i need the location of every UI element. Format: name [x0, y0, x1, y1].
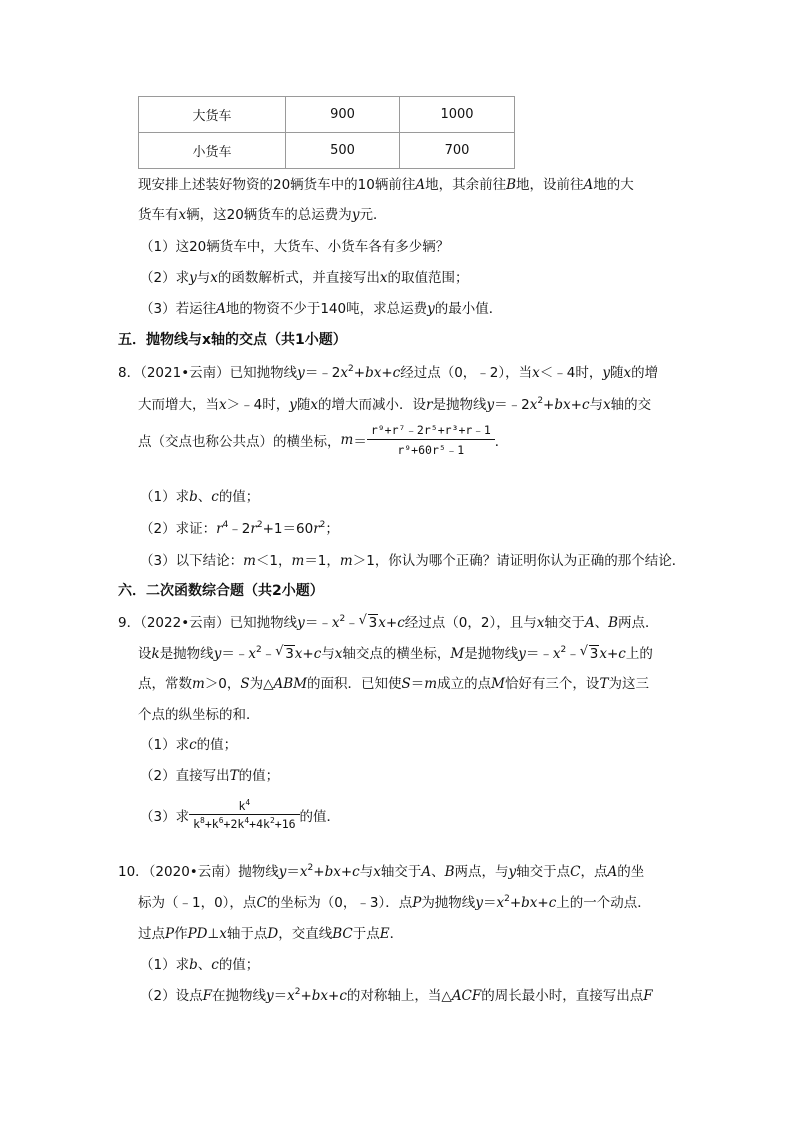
table-cell: 大货车	[139, 97, 286, 133]
q10-sub-2: （2）设点F在抛物线$y=x^2+bx+c$的对称轴上，当△ACF的周长最小时，直接写出点F	[140, 987, 653, 1004]
q9-sub-2: （2）直接写出T的值；	[140, 768, 280, 784]
q9-line-3: 点，常数m＞0，S为△ABM的面积．已知使S＝m成立的点M恰好有三个，设T为这三	[138, 676, 649, 692]
q7-sub-2: （2）求y与x的函数解析式，并直接写出x的取值范围；	[140, 270, 469, 286]
q8-line-1: 8．（2021•云南）已知抛物线$y=﹣2x^2+bx+c$经过点（0，﹣2），当x＜﹣4时，y随x的增	[118, 364, 659, 381]
q8-line-2: 大而增大，当x＞﹣4时，y随x的增大而减小．设r是抛物线$y=﹣2x^2+bx+c$与x轴的交	[138, 396, 652, 413]
q8-sub-1: （1）求b、c的值；	[140, 489, 260, 505]
q8-sub-3: （3）以下结论：m＜1，m＝1，m＞1，你认为哪个正确？请证明你认为正确的那个结论．	[140, 553, 686, 569]
q9-line-2: 设k是抛物线$y=﹣x^2﹣$ √ 3x+c与x轴交点的横坐标，M是抛物线$y=﹣x^2﹣$ √ 3x+c上的	[138, 644, 653, 662]
k-fraction: $\frac{k^4}{k^8+k^6+2k^4+4k^2+16}$	[189, 799, 299, 831]
table-row	[139, 133, 515, 169]
table-cell: 900	[286, 97, 400, 133]
q7-sub-1: （1）这20辆货车中，大货车、小货车各有多少辆？	[140, 239, 450, 255]
table-cell: 小货车	[139, 133, 286, 169]
q9-line-1: 9．（2022•云南）已知抛物线$y=﹣x^2﹣$ √ 3x+c经过点（0，2），且与x轴交于A、B两点．	[118, 613, 659, 631]
q8-line-3: 点（交点也称公共点）的横坐标，m＝ $\frac{\text{r⁹+r⁷﹣2r⁵+r³+r﹣1}}{\text{r⁹+60r⁵﹣1}}$ ．	[138, 423, 509, 457]
q10-sub-1: （1）求b、c的值；	[140, 957, 260, 973]
q9-sub-3: （3）求 $\frac{k^4}{k^8+k^6+2k^4+4k^2+16}$ 的值．	[140, 798, 341, 831]
q7-line-1: 现安排上述装好物资的20辆货车中的10辆前往A地，其余前往B地，设前往A地的大	[138, 177, 634, 193]
q7-sub-3: （3）若运往A地的物资不少于140吨，求总运费y的最小值．	[140, 301, 503, 317]
table-cell: 700	[400, 133, 515, 169]
q10-line-2: 标为（﹣1，0），点C的坐标为（0，﹣3）．点P为抛物线$y=x^2+bx+c$上的一个动点．	[138, 894, 651, 911]
table-row	[139, 97, 515, 133]
q10-line-3: 过点P作PD⊥x轴于点D，交直线BC于点E．	[138, 926, 404, 942]
m-fraction: $\frac{\text{r⁹+r⁷﹣2r⁵+r³+r﹣1}}{\text{r⁹+60r⁵﹣1}}$	[367, 422, 495, 458]
freight-cost-table	[138, 96, 515, 169]
table-cell: 500	[286, 133, 400, 169]
q10-line-1: 10．（2020•云南）抛物线$y=x^2+bx+c$与x轴交于A、B两点，与y轴交于点C，点A的坐	[118, 863, 645, 880]
q7-line-2: 货车有x辆，这20辆货车的总运费为y元．	[138, 207, 387, 223]
section-heading-6: 六．二次函数综合题（共2小题）	[118, 583, 324, 599]
table-cell: 1000	[400, 97, 515, 133]
q9-line-4: 个点的纵坐标的和．	[138, 707, 260, 723]
q9-sub-1: （1）求c的值；	[140, 737, 238, 753]
q8-sub-2: （2）求证：$r^4﹣2r^2+1=60r^2$；	[140, 520, 339, 537]
section-heading-5: 五．抛物线与x轴的交点（共1小题）	[118, 332, 347, 348]
